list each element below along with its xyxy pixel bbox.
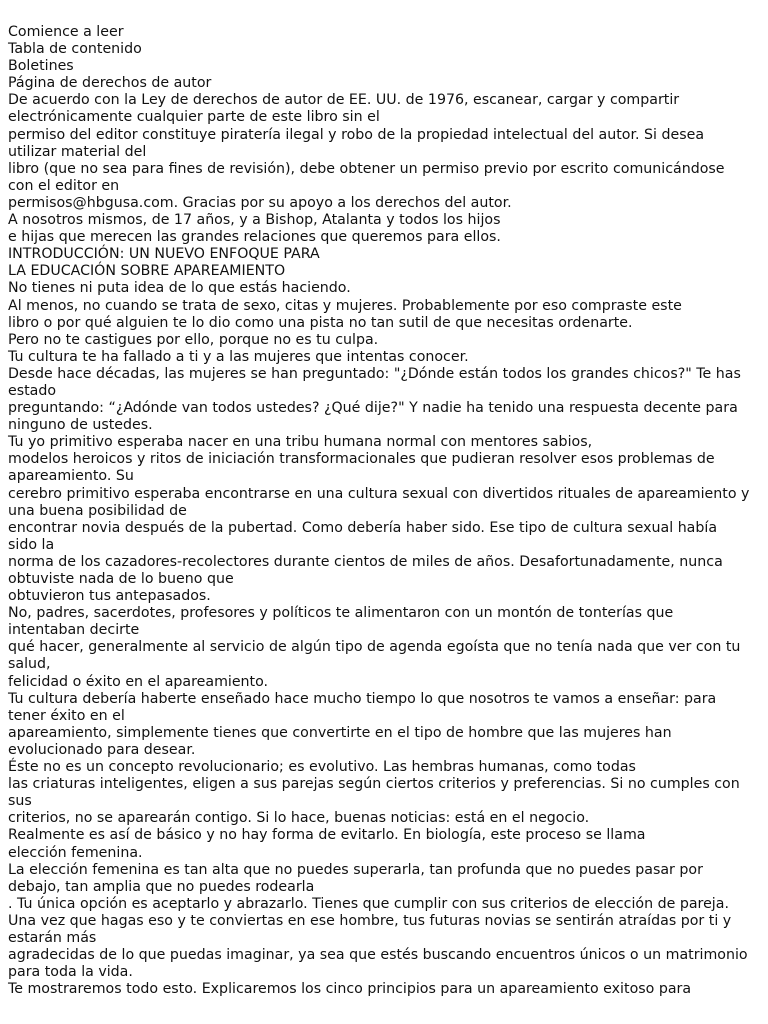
- text-line: A nosotros mismos, de 17 años, y a Bishop, Atalanta y todos los hijos: [8, 212, 501, 229]
- text-line: encontrar novia después de la pubertad. Como debería haber sido. Ese tipo de cultura sexual había: [8, 519, 718, 536]
- text-line: agradecidas de lo que puedas imaginar, ya sea que estés buscando encuentros únicos o un matrimonio: [8, 947, 748, 964]
- text-line: Tu cultura te ha fallado a ti y a las mujeres que intentas conocer.: [8, 348, 469, 365]
- text-line: libro (que no sea para fines de revisión), debe obtener un permiso previo por escrito comunicándose: [8, 160, 725, 177]
- text-line: Boletines: [8, 58, 74, 75]
- text-line: No tienes ni puta idea de lo que estás haciendo.: [8, 280, 351, 297]
- text-line: evolucionado para desear.: [8, 741, 196, 758]
- text-line: intentaban decirte: [8, 622, 140, 639]
- text-line: obtuvieron tus antepasados.: [8, 588, 211, 605]
- text-line: sido la: [8, 536, 55, 553]
- text-line: Te mostraremos todo esto. Explicaremos los cinco principios para un apareamiento exitoso para: [8, 981, 692, 998]
- text-line: Pero no te castigues por ello, porque no es tu culpa.: [8, 331, 379, 348]
- text-line: apareamiento, simplemente tienes que convertirte en el tipo de hombre que las mujeres han: [8, 724, 672, 741]
- text-line: para toda la vida.: [8, 964, 133, 981]
- text-line: una buena posibilidad de: [8, 502, 187, 519]
- text-line: norma de los cazadores-recolectores durante cientos de miles de años. Desafortunadamente, nunca: [8, 553, 723, 570]
- text-line: estarán más: [8, 929, 97, 946]
- text-line: De acuerdo con la Ley de derechos de autor de EE. UU. de 1976, escanear, cargar y compartir: [8, 92, 680, 109]
- text-line: Desde hace décadas, las mujeres se han preguntado: "¿Dónde están todos los grandes chicos?" Te has: [8, 365, 741, 382]
- text-line: Una vez que hagas eso y te conviertas en ese hombre, tus futuras novias se sentirán atraídas por ti y: [8, 912, 732, 929]
- text-line: La elección femenina es tan alta que no puedes superarla, tan profunda que no puedes pasar por: [8, 861, 703, 878]
- text-line: Realmente es así de básico y no hay forma de evitarlo. En biología, este proceso se llama: [8, 827, 646, 844]
- text-line: ninguno de ustedes.: [8, 417, 153, 434]
- text-line: cerebro primitivo esperaba encontrarse en una cultura sexual con divertidos rituales de apareamiento y: [8, 485, 750, 502]
- text-line: con el editor en: [8, 177, 120, 194]
- text-line: modelos heroicos y ritos de iniciación transformacionales que pudieran resolver esos problemas de: [8, 451, 715, 468]
- text-line: libro o por qué alguien te lo dio como una pista no tan sutil de que necesitas ordenarte.: [8, 314, 633, 331]
- text-line: Tu yo primitivo esperaba nacer en una tribu humana normal con mentores sabios,: [8, 434, 593, 451]
- text-line: las criaturas inteligentes, eligen a sus parejas según ciertos criterios y preferencias. Si no cumples con: [8, 776, 740, 793]
- text-line: preguntando: “¿Adónde van todos ustedes? ¿Qué dije?" Y nadie ha tenido una respuesta decente para: [8, 400, 738, 417]
- text-line: felicidad o éxito en el apareamiento.: [8, 673, 269, 690]
- text-line: Al menos, no cuando se trata de sexo, citas y mujeres. Probablemente por eso compraste este: [8, 297, 682, 314]
- text-line: LA EDUCACIÓN SOBRE APAREAMIENTO: [8, 263, 286, 280]
- text-line: salud,: [8, 656, 51, 673]
- text-line: elección femenina.: [8, 844, 143, 861]
- text-line: permiso del editor constituye piratería ilegal y robo de la propiedad intelectual del autor. Si desea: [8, 126, 705, 143]
- text-line: criterios, no se aparearán contigo. Si lo hace, buenas noticias: está en el negocio.: [8, 810, 590, 827]
- text-line: Tabla de contenido: [8, 41, 142, 58]
- text-line: estado: [8, 382, 57, 399]
- text-line: sus: [8, 793, 32, 810]
- text-line: . Tu única opción es aceptarlo y abrazarlo. Tienes que cumplir con sus criterios de elección de pareja.: [8, 895, 729, 912]
- text-line: INTRODUCCIÓN: UN NUEVO ENFOQUE PARA: [8, 246, 320, 263]
- text-line: Página de derechos de autor: [8, 75, 212, 92]
- text-line: Comience a leer: [8, 24, 124, 40]
- text-line: electrónicamente cualquier parte de este libro sin el: [8, 109, 380, 126]
- text-line: debajo, tan amplia que no puedes rodearla: [8, 878, 315, 895]
- text-line: qué hacer, generalmente al servicio de algún tipo de agenda egoísta que no tenía nada que ver con tu: [8, 639, 741, 656]
- text-line: e hijas que merecen las grandes relaciones que queremos para ellos.: [8, 229, 501, 246]
- text-line: No, padres, sacerdotes, profesores y políticos te alimentaron con un montón de tonterías que: [8, 605, 674, 622]
- text-line: permisos@hbgusa.com. Gracias por su apoyo a los derechos del autor.: [8, 194, 512, 211]
- text-line: obtuviste nada de lo bueno que: [8, 571, 234, 587]
- text-line: utilizar material del: [8, 143, 147, 160]
- text-line: Éste no es un concepto revolucionario; es evolutivo. Las hembras humanas, como todas: [8, 759, 636, 776]
- text-line: tener éxito en el: [8, 707, 125, 724]
- text-line: Tu cultura debería haberte enseñado hace mucho tiempo lo que nosotros te vamos a enseñar: para: [8, 690, 717, 707]
- text-line: apareamiento. Su: [8, 468, 134, 485]
